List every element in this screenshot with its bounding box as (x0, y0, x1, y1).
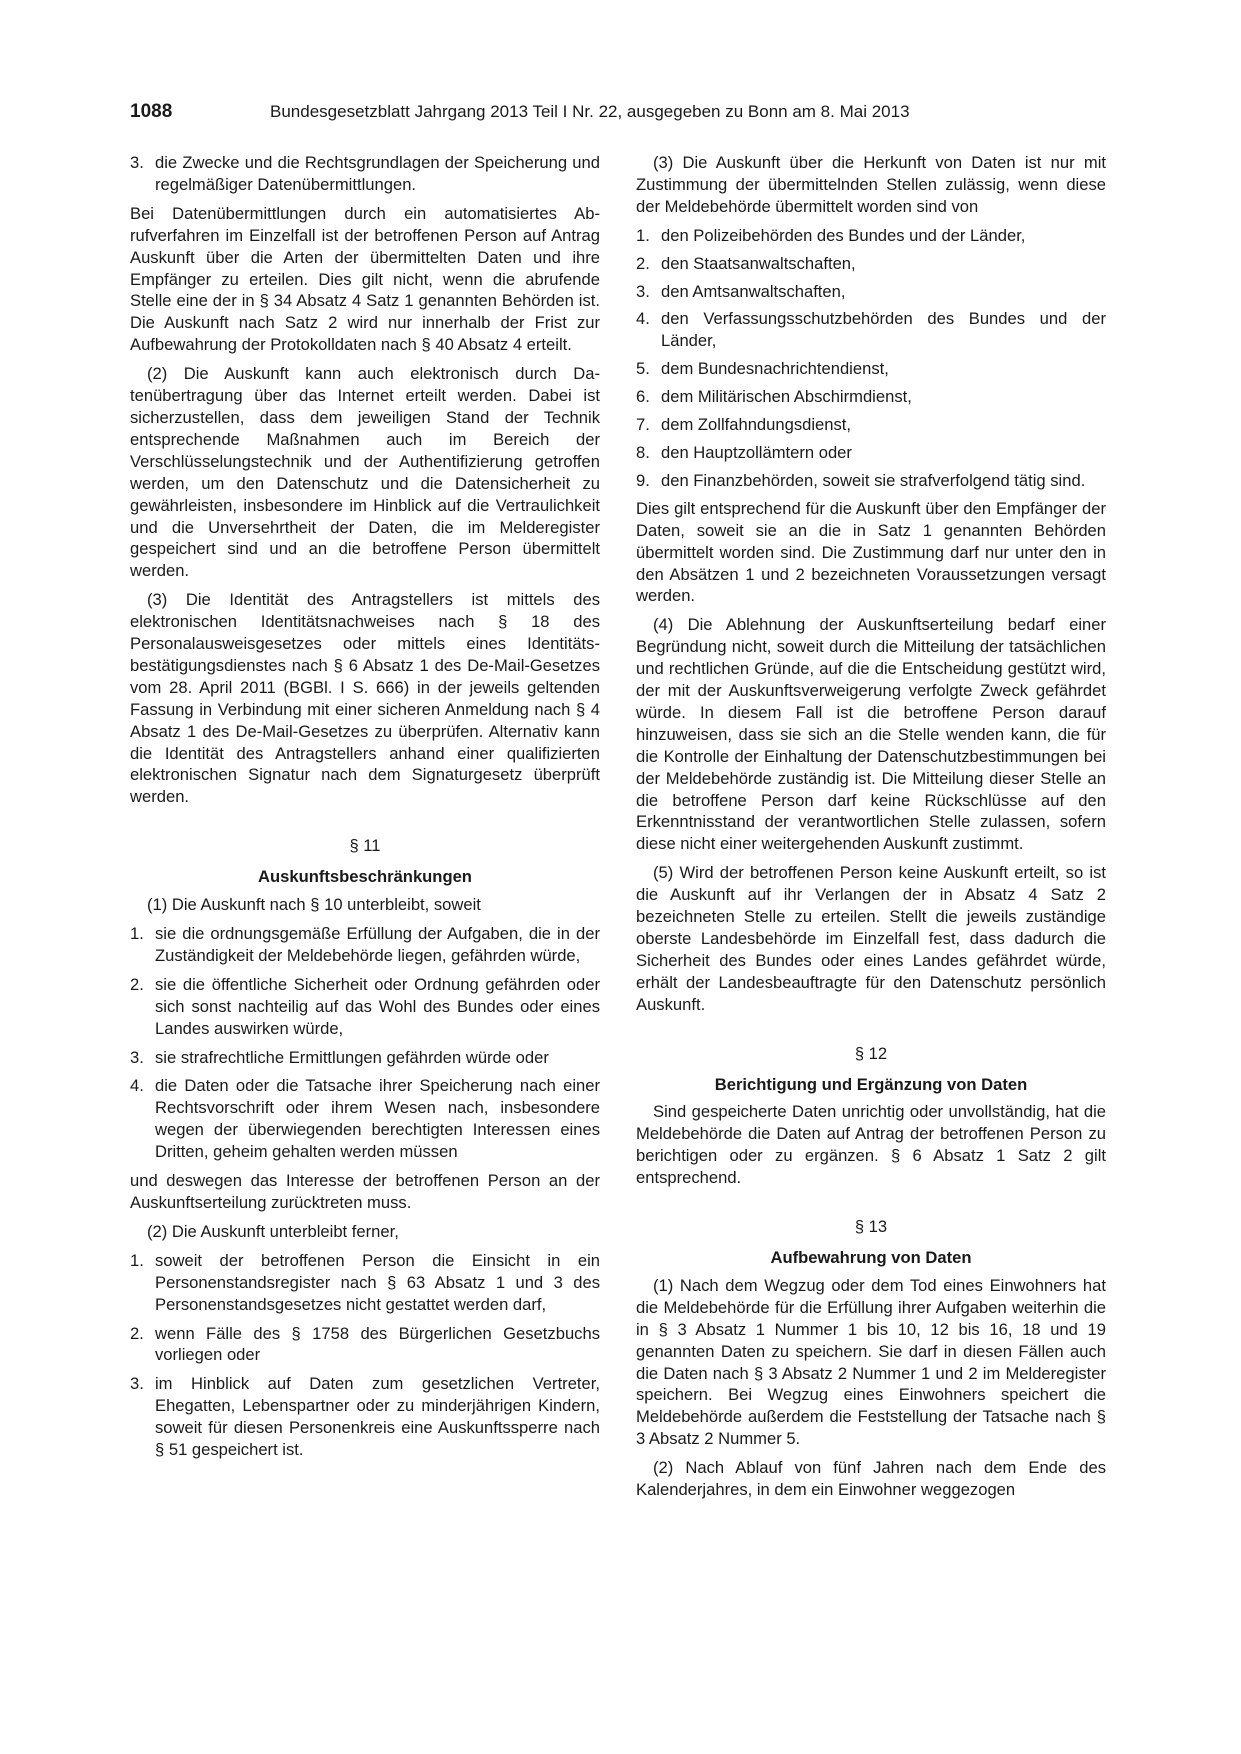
item-text: die Daten oder die Tatsache ihrer Speicherung nach einer Rechtsvorschrift oder ihrem Wesen nach, insbesondere wegen der überwiegenden berechtigten Interessen eines Dritten, geheim gehalten werden müssen (155, 1076, 600, 1162)
paragraph-3: (3) Die Identität des Antragstellers ist mittels des elektronischen Identitätsnachweises nach § 18 des Personalausweisgesetzes oder mittels eines Identitätsbestätigungsdienstes nach § 6 Absatz 1 des De-Mail-Gesetzes vom 28. April 2011 (BGBl. I S. 666) in der jeweils geltenden Fassung in Verbindung mit einer sicheren Anmeldung nach § 4 Absatz 1 des De-Mail-Gesetzes zu überprüfen. Alternativ kann die Identität des Antragstellers anhand einer qualifizierten elektronischen Signatur nach dem Signaturgesetz überprüft werden. (130, 590, 600, 807)
section-11-title: Auskunftsbeschränkungen (258, 867, 472, 887)
item-text: sie die ordnungsgemäße Erfüllung der Aufgaben, die in der Zuständigkeit der Meldebehörde liegen, gefährden würde, (155, 924, 600, 965)
item-number: 2. (130, 1323, 144, 1343)
item-number: 3. (130, 1047, 144, 1067)
list-item (130, 1047, 600, 1069)
section-11-conclusion: und deswegen das Interesse der betroffenen Person an der Auskunftserteilung zurücktreten muss. (130, 1171, 600, 1212)
item-number: 9. (636, 470, 650, 490)
paragraph-2: (2) Die Auskunft kann auch elektronisch durch Datenübertragung über das Internet erteilt werden. Dabei ist sicherzustellen, dass dem jeweiligen Stand der Technik entsprechende Maßnahmen auch im Bereich der Verschlüsselungstechnik und der Authentifizierung getroffen werden, um den Datenschutz und die Datensicherheit zu gewährleisten, insbesondere im Hinblick auf die Vertraulichkeit und die Unversehrtheit der Daten, die im Melderegister gespeichert sind und an die betroffene Person übermittelt werden. (130, 364, 600, 581)
item-text: den Amtsanwaltschaften, (661, 281, 846, 301)
item-text: die Zwecke und die Rechtsgrundlagen der Speicherung und regelmäßiger Datenübermittlungen. (155, 153, 600, 194)
item-text: wenn Fälle des § 1758 des Bürgerlichen Gesetzbuchs vorliegen oder (155, 1323, 600, 1365)
item-number: 4. (130, 1076, 144, 1096)
section-13-title: Aufbewahrung von Daten (770, 1247, 972, 1267)
item-number: 3. (130, 1374, 144, 1394)
section-12-number: § 12 (854, 1043, 888, 1063)
item-number: 7. (636, 415, 650, 435)
paragraph-4: (4) Die Ablehnung der Auskunftserteilung bedarf einer Begründung nicht, soweit durch die Mitteilung der tatsächlichen und rechtlichen Gründe, auf die die Entscheidung gestützt wird, der mit der Auskunftsverweigerung verfolgte Zweck gefährdet würde. In diesem Fall ist die betroffene Person darauf hinzuweisen, dass sie sich an die Stelle wenden kann, die für die Kontrolle der Einhaltung der Datenschutzbestimmungen bei der Meldebehörde zuständig ist. Die Mitteilung dieser Stelle an die betroffene Person darf keine Rückschlüsse auf den Erkenntnisstand der verantwortlichen Stelle zulassen, sofern diese nicht einer weitergehenden Auskunft zustimmt. (636, 615, 1106, 854)
paragraph-3-continuation: Dies gilt entsprechend für die Auskunft über den Empfänger der Daten, soweit sie an die in Satz 1 genannten Behörden übermittelt worden sind. Die Zustimmung darf nur unter den in den Absätzen 1 und 2 bezeichneten Voraussetzungen versagt werden. (636, 498, 1106, 606)
list-item (636, 253, 1106, 275)
item-text: dem Bundesnachrichtendienst, (661, 359, 889, 379)
list-item (636, 225, 1106, 247)
paragraph-abrufverfahren: Bei Datenübermittlungen durch ein automatisiertes Abrufverfahren im Einzelfall ist der betroffenen Person auf Antrag Auskunft über die Arten der übermittelten Daten und ihre Empfänger zu erteilen. Dies gilt nicht, wenn die abrufende Stelle eine der in § 34 Absatz 4 Satz 1 genannten Behörden ist. Die Auskunft nach Satz 2 wird nur innerhalb der Frist zur Aufbewahrung der Protokolldaten nach § 40 Absatz 4 erteilt. (130, 203, 600, 355)
item-text: dem Militärischen Abschirmdienst, (661, 387, 912, 407)
list-item (130, 974, 600, 1040)
item-number: 1. (636, 225, 650, 245)
item-text: den Verfassungsschutzbehörden des Bundes und der Länder, (661, 309, 1106, 351)
item-text: im Hinblick auf Daten zum gesetzlichen Vertreter, Ehegatten, Lebenspartner oder zu minderjährigen Kindern, soweit für diesen Personenkreis eine Auskunftssperre nach § 51 gespeichert ist. (155, 1374, 600, 1460)
page-number: 1088 (130, 101, 173, 122)
item-text: den Finanzbehörden, soweit sie strafverfolgend tätig sind. (661, 470, 1086, 490)
item-text: den Hauptzollämtern oder (661, 442, 852, 462)
left-column (130, 152, 600, 1468)
section-12-title: Berichtigung und Ergänzung von Daten (714, 1074, 1028, 1094)
item-text: den Polizeibehörden des Bundes und der Länder, (661, 225, 1026, 245)
item-text: dem Zollfahndungsdienst, (661, 415, 852, 435)
section-13-number: § 13 (854, 1217, 888, 1237)
paragraph-5: (5) Wird der betroffenen Person keine Auskunft erteilt, so ist die Auskunft auf ihr Verlangen der in Absatz 4 Satz 2 bezeichneten Stelle zu erteilen. Stellt die jeweils zuständige oberste Landesbehörde im Einzelfall fest, dass dadurch die Sicherheit des Bundes oder eines Landes gefährdet würde, erhält der Landesbeauftragte für den Datenschutz persönlich Auskunft. (636, 863, 1106, 1014)
item-number: 3. (636, 281, 650, 301)
item-number: 8. (636, 442, 650, 462)
list-item (130, 152, 600, 196)
section-13-paragraph-2: (2) Nach Ablauf von fünf Jahren nach dem Ende des Kalenderjahres, in dem ein Einwohner weggezogen (636, 1458, 1106, 1500)
list-item (130, 1323, 600, 1367)
list-item (636, 308, 1106, 352)
running-head: Bundesgesetzblatt Jahrgang 2013 Teil I Nr. 22, ausgegeben zu Bonn am 8. Mai 2013 (270, 102, 910, 121)
list-item (636, 442, 1106, 464)
page-header (130, 101, 1106, 123)
list-item (130, 923, 600, 967)
list-item (636, 281, 1106, 303)
section-11-number: § 11 (349, 836, 381, 856)
list-item (130, 1373, 600, 1461)
item-number: 2. (130, 974, 144, 994)
item-number: 2. (636, 253, 650, 273)
item-number: 3. (130, 153, 144, 172)
item-text: soweit der betroffenen Person die Einsicht in ein Personenstandsregister nach § 63 Absatz 1 und 3 des Personenstandsgesetzes nicht gestattet werden darf, (155, 1250, 600, 1314)
list-item (636, 358, 1106, 380)
item-text: sie strafrechtliche Ermittlungen gefährden würde oder (155, 1047, 549, 1067)
paragraph-3-herkunft: (3) Die Auskunft über die Herkunft von Daten ist nur mit Zustimmung der übermittelnden Stellen zulässig, wenn diese der Meldebehörde übermittelt worden sind von (636, 153, 1106, 216)
item-number: 5. (636, 359, 650, 379)
section-11-2-intro: (2) Die Auskunft unterbleibt ferner, (147, 1221, 399, 1241)
item-number: 6. (636, 387, 650, 407)
item-text: sie die öffentliche Sicherheit oder Ordnung gefährden oder sich sonst nachteilig auf das Wohl des Bundes oder eines Landes auswirken würde, (155, 974, 600, 1038)
list-item (130, 1075, 600, 1163)
item-number: 4. (636, 309, 650, 329)
section-12-text: Sind gespeicherte Daten unrichtig oder unvollständig, hat die Meldebehörde die Daten auf Antrag der betroffenen Person zu berichtigen oder zu ergänzen. § 6 Absatz 1 Satz 2 gilt entsprechend. (636, 1102, 1106, 1188)
list-item (636, 386, 1106, 408)
section-11-intro: (1) Die Auskunft nach § 10 unterbleibt, soweit (147, 895, 481, 915)
item-number: 1. (130, 1250, 144, 1270)
list-item (130, 1250, 600, 1316)
right-column (636, 152, 1106, 1508)
list-item (636, 414, 1106, 436)
item-text: den Staatsanwaltschaften, (661, 253, 856, 273)
list-item (636, 470, 1106, 492)
section-13-paragraph-1: (1) Nach dem Wegzug oder dem Tod eines Einwohners hat die Meldebehörde für die Erfüllung ihrer Aufgaben weiterhin die in § 3 Absatz 1 Nummer 1 bis 10, 12 bis 16, 18 und 19 genannten Daten zu speichern. Sie darf in diesen Fällen auch die Daten nach § 3 Absatz 2 Nummer 1 und 2 im Melderegister speichern. Bei Wegzug eines Einwohners speichert die Meldebehörde außerdem die Feststellung der Tatsache nach § 3 Absatz 2 Nummer 5. (636, 1275, 1106, 1449)
item-number: 1. (130, 924, 144, 943)
